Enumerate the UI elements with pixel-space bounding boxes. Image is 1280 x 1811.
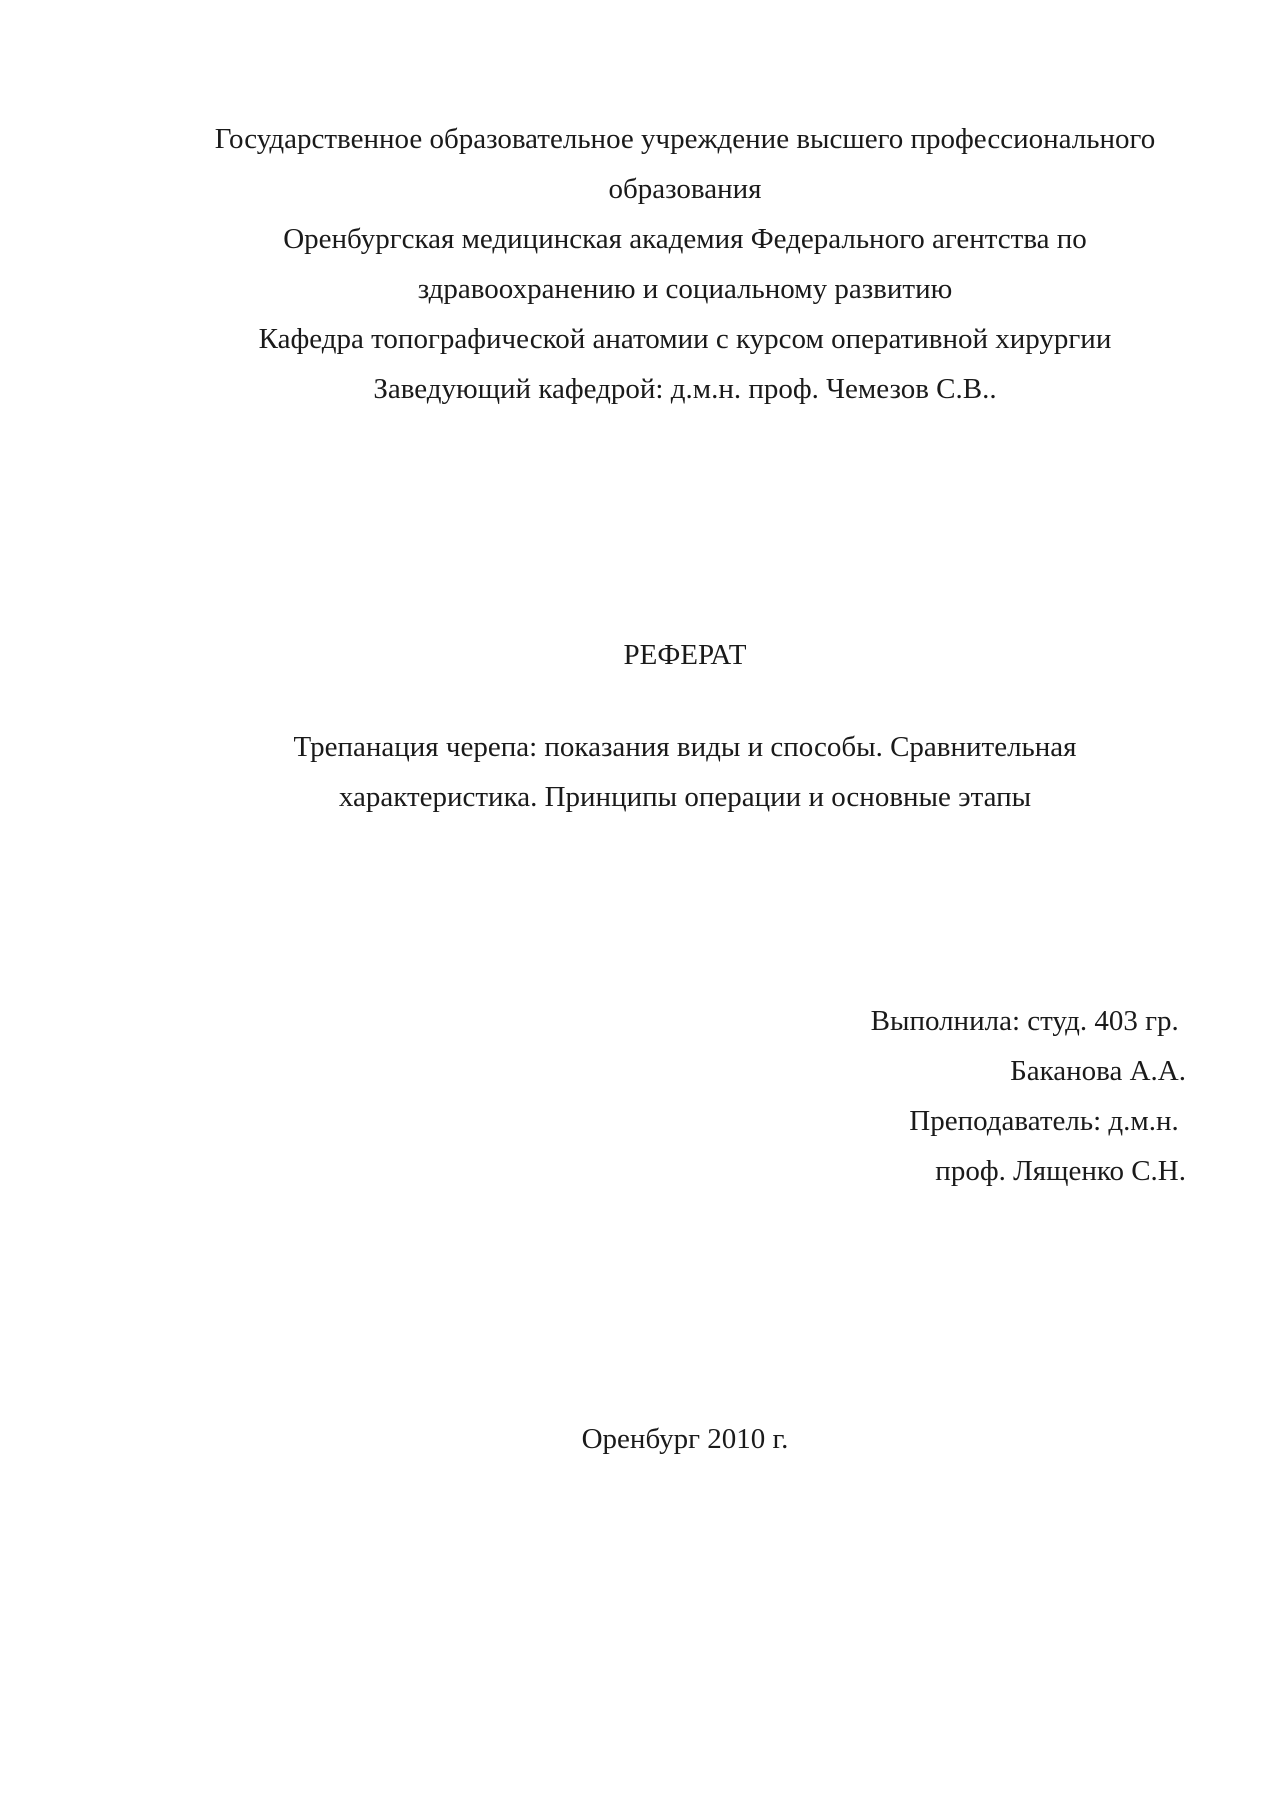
academy-line-2: здравоохранению и социальному развитию <box>417 273 953 305</box>
head-of-department-line: Заведующий кафедрой: д.м.н. проф. Чемезов С.В.. <box>373 373 997 405</box>
institution-line-1: Государственное образовательное учреждение высшего профессионального <box>214 123 1156 155</box>
topic-line-1: Трепанация черепа: показания виды и способы. Сравнительная <box>293 731 1077 763</box>
teacher-line: Преподаватель: д.м.н. <box>909 1105 1186 1137</box>
topic-line-2: характеристика. Принципы операции и основные этапы <box>338 781 1032 813</box>
teacher-name-line: проф. Лященко С.Н. <box>935 1155 1186 1187</box>
document-type-title: РЕФЕРАТ <box>623 639 747 671</box>
department-line: Кафедра топографической анатомии с курсом оперативной хирургии <box>258 323 1112 355</box>
city-year: Оренбург 2010 г. <box>581 1423 789 1455</box>
author-line: Выполнила: студ. 403 гр. <box>870 1005 1186 1037</box>
institution-line-2: образования <box>608 173 762 205</box>
author-name-line: Баканова А.А. <box>1010 1055 1186 1087</box>
academy-line-1: Оренбургская медицинская академия Федерального агентства по <box>283 223 1087 255</box>
